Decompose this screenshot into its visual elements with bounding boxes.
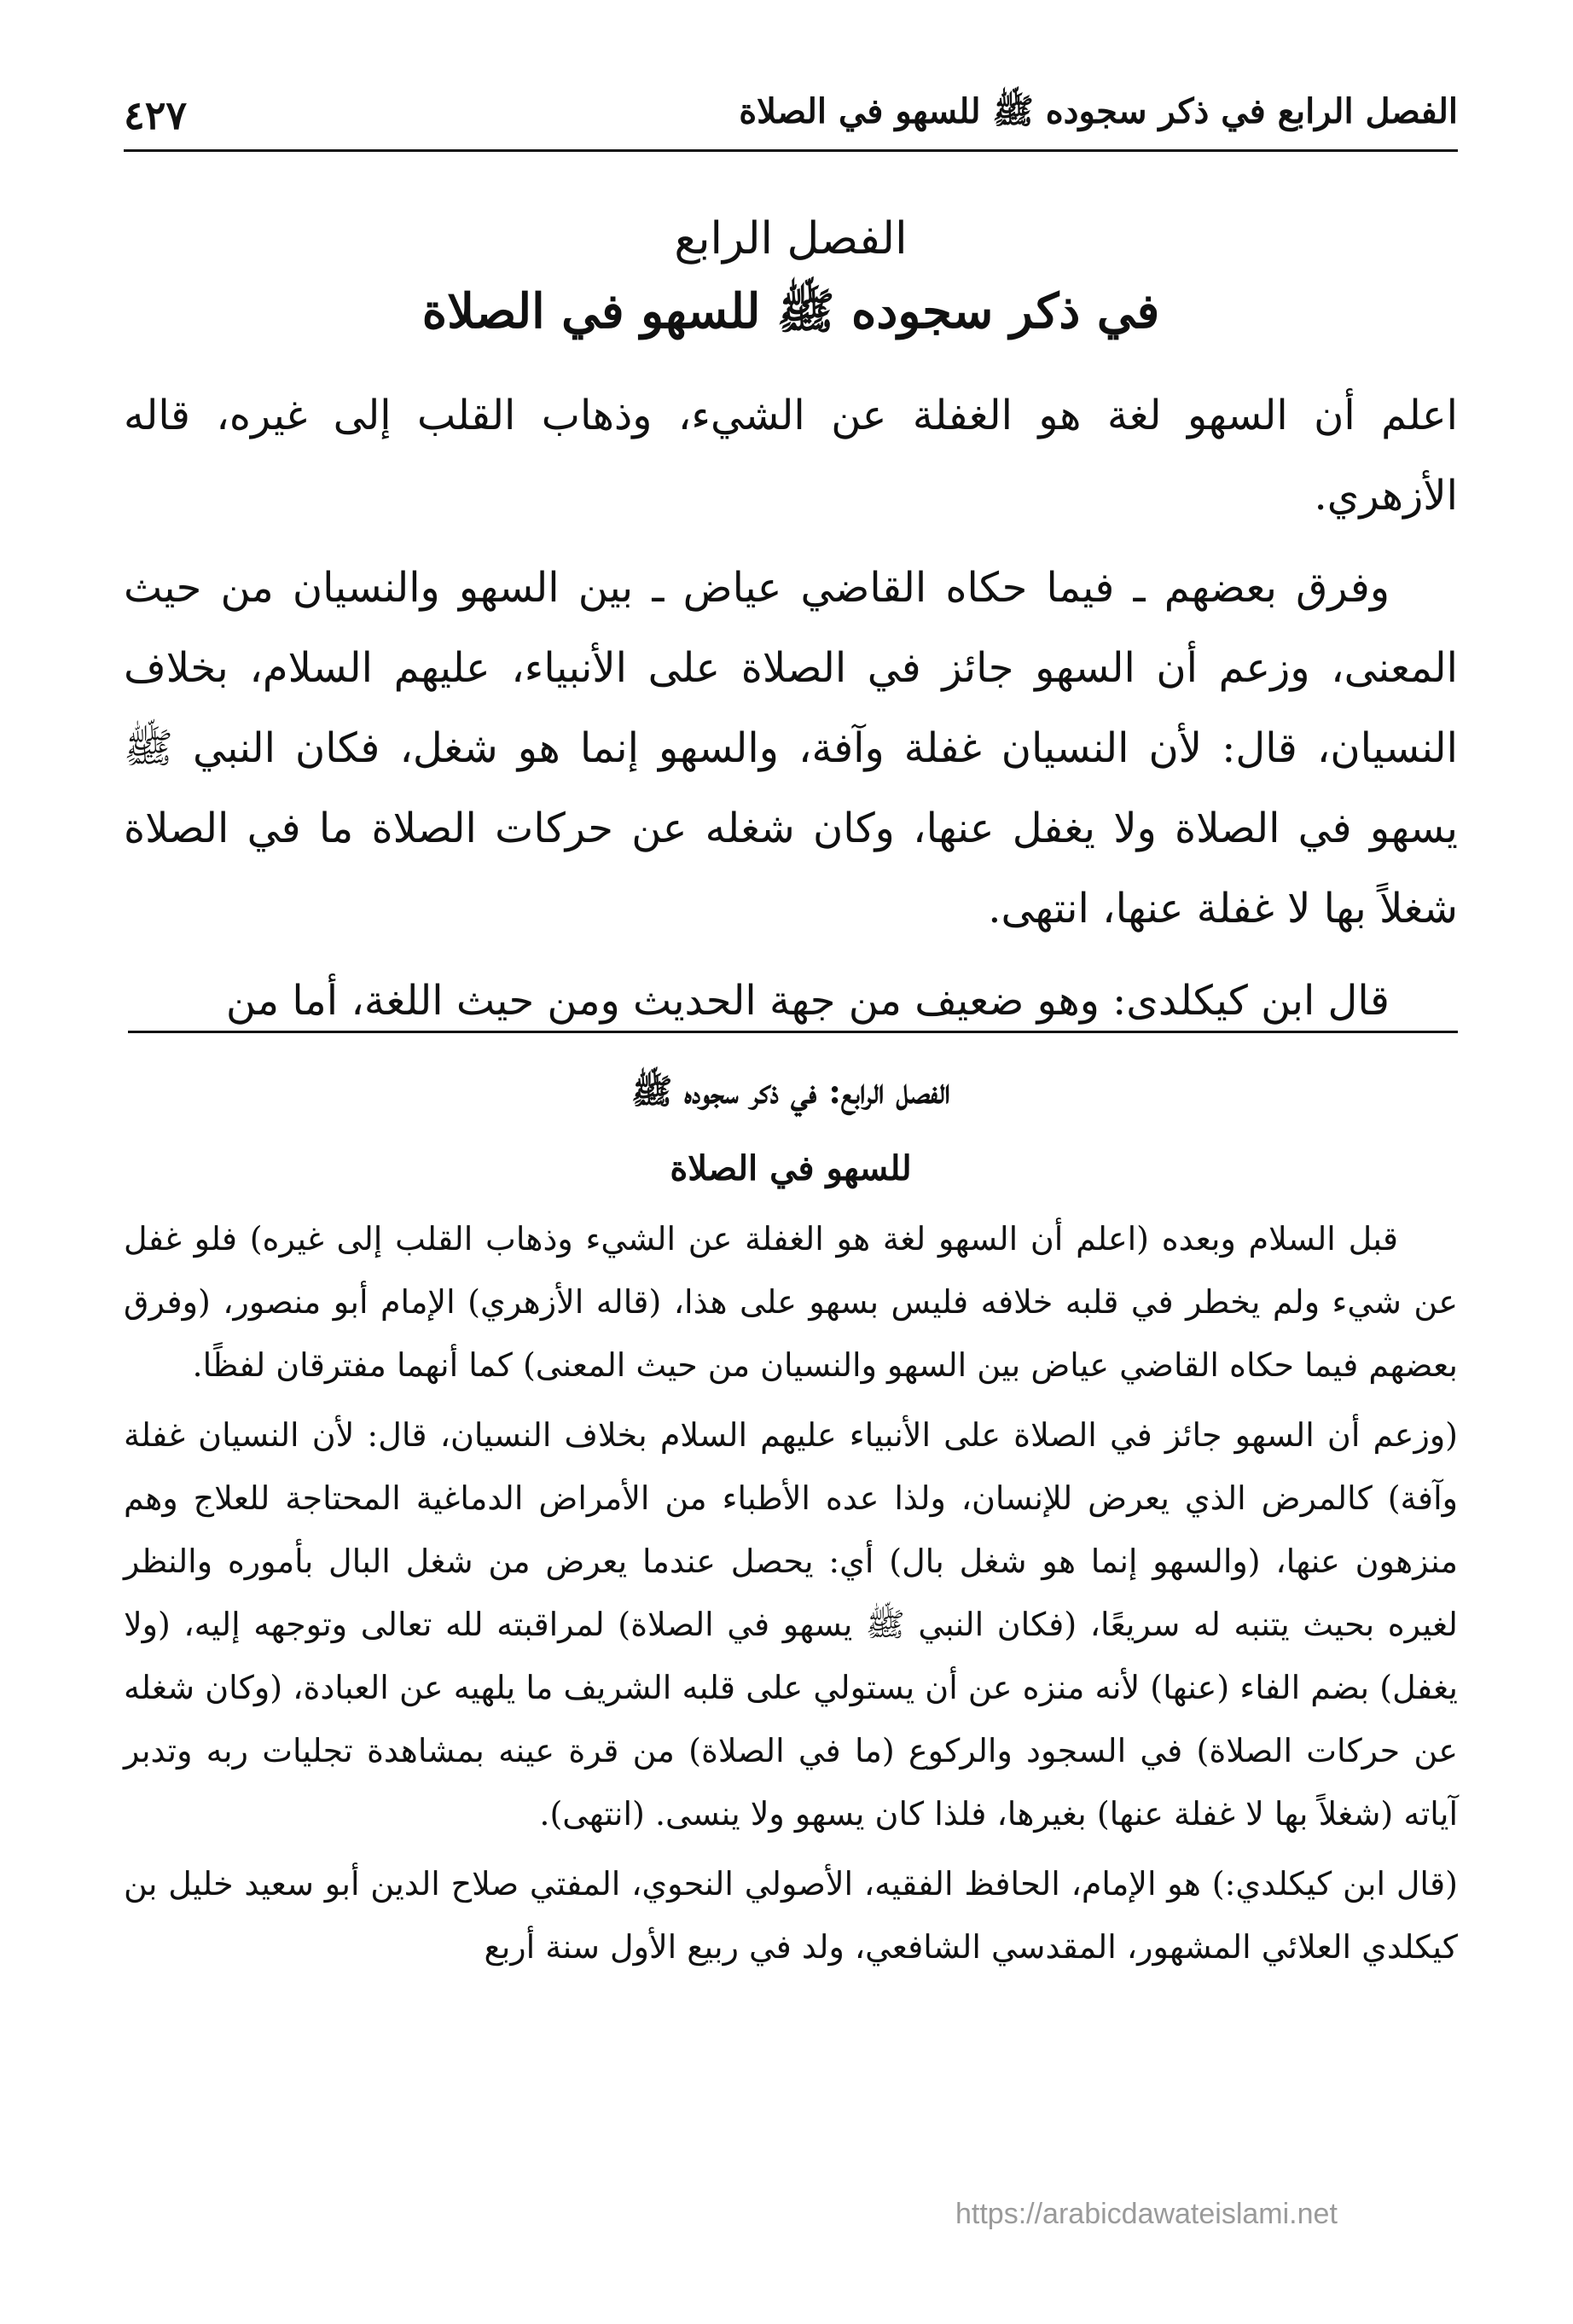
watermark-url: https://arabicdawateislami.net	[955, 2198, 1338, 2230]
chapter-label: الفصل الرابع	[674, 213, 908, 264]
main-paragraph: وفرق بعضهم ـ فيما حكاه القاضي عياض ـ بين السهو والنسيان من حيث المعنى، وزعم أن السهو جائز في الصلاة على الأنبياء، عليهم السلام، بخلاف النسيان، قال: لأن النسيان غفلة وآفة، والسهو إنما هو شغل، فكان النبي ﷺ يسهو في الصلاة ولا يغفل عنها، وكان شغله عن حركات الصلاة ما في الصلاة شغلاً بها لا غفلة عنها، انتهى.	[124, 564, 1458, 933]
commentary-paragraph: (قال ابن كيكلدي:) هو الإمام، الحافظ الفقيه، الأصولي النحوي، المفتي صلاح الدين أبو سعيد خليل بن كيكلدي العلائي المشهور، المقدسي الشافعي، ولد في ربيع الأول سنة أربع	[124, 1865, 1458, 1966]
running-header	[124, 81, 1458, 152]
page-number: ٤٢٧	[124, 92, 188, 138]
commentary-heading-line2: للسهو في الصلاة	[670, 1148, 912, 1188]
text-divider	[128, 1031, 1458, 1033]
commentary-text	[124, 1054, 1458, 1985]
commentary-paragraph: قبل السلام وبعده (اعلم أن السهو لغة هو الغفلة عن الشيء وذهاب القلب إلى غيره) فلو غفل عن شيء ولم يخطر في قلبه خلافه فليس بسهو على هذا، (قاله الأزهري) الإمام أبو منصور، (وفرق بعضهم فيما حكاه القاضي عياض بين السهو والنسيان من حيث المعنى) كما أنهما مفترقان لفظًا.	[124, 1220, 1458, 1384]
chapter-title: في ذكر سجوده ﷺ للسهو في الصلاة	[421, 283, 1160, 340]
main-paragraph: اعلم أن السهو لغة هو الغفلة عن الشيء، وذهاب القلب إلى غيره، قاله الأزهري.	[124, 392, 1458, 520]
chapter-heading	[124, 205, 1458, 350]
running-title: الفصل الرابع في ذكر سجوده ﷺ للسهو في الصلاة	[739, 91, 1458, 131]
commentary-heading-line1: الفصل الرابع: في ذكر سجوده ﷺ	[631, 1072, 950, 1112]
main-text	[124, 375, 1458, 1053]
commentary-paragraph: (وزعم أن السهو جائز في الصلاة على الأنبياء عليهم السلام بخلاف النسيان، قال: لأن النسيان غفلة وآفة) كالمرض الذي يعرض للإنسان، ولذا عده الأطباء من الأمراض الدماغية المحتاجة للعلاج وهم منزهون عنها، (والسهو إنما هو شغل بال) أي: يحصل عندما يعرض من شغل البال بأموره والنظر لغيره بحيث يتنبه له سريعًا، (فكان النبي ﷺ يسهو في الصلاة) لمراقبته لله تعالى وتوجهه إليه، (ولا يغفل) بضم الفاء (عنها) لأنه منزه عن أن يستولي على قلبه الشريف ما يلهيه عن العبادة، (وكان شغله عن حركات الصلاة) في السجود والركوع (ما في الصلاة) من قرة عينه بمشاهدة تجليات ربه وتدبر آياته (شغلاً بها لا غفلة عنها) بغيرها، فلذا كان يسهو ولا ينسى. (انتهى).	[124, 1416, 1458, 1833]
main-paragraph: قال ابن كيكلدى: وهو ضعيف من جهة الحديث ومن حيث اللغة، أما من	[225, 977, 1390, 1025]
